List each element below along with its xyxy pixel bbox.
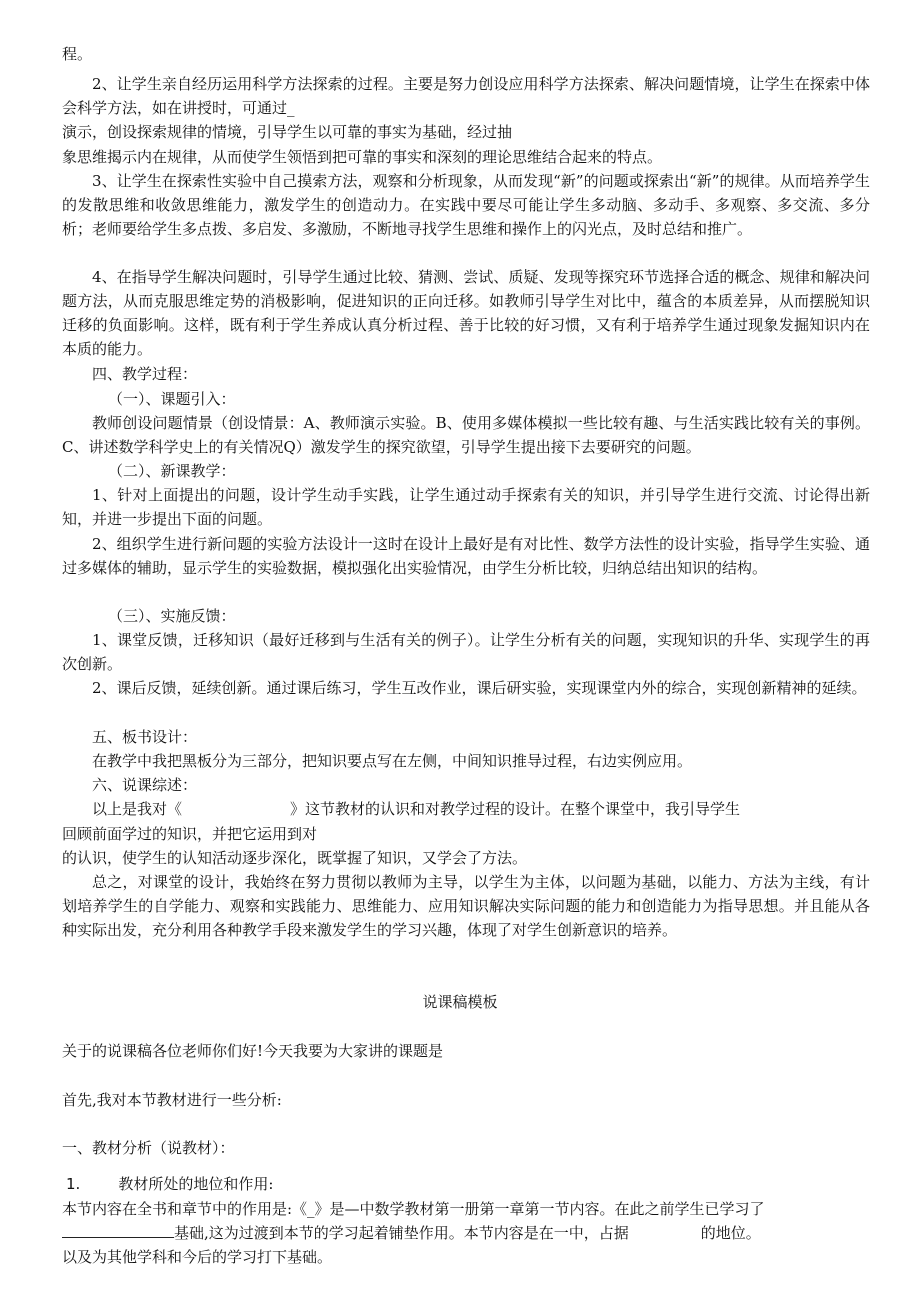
section-5-body: 在教学中我把黑板分为三部分，把知识要点写在左侧，中间知识推导过程，右边实例应用。 — [92, 752, 693, 770]
section-6-line-2: 回顾前面学过的知识，并把它运用到对 — [62, 825, 318, 843]
section-6-line-1-start: 以上是我对《 — [92, 800, 183, 818]
subsection-2-heading: （二）、新课教学： — [108, 462, 236, 480]
subsection-2-item-1: 1、针对上面提出的问题，设计学生动手实践，让学生通过动手探索有关的知识，并引导学生进行交流、讨论得出新知，并进一步提出下面的问题。 — [62, 486, 870, 528]
first-analysis-line: 首先,我对本节教材进行一些分析: — [62, 1091, 282, 1109]
paragraph-4: 4、在指导学生解决问题时，引导学生通过比较、猜测、尝试、质疑、发现等探究环节选择合适的概念、规律和解决问题方法，从而克服思维定势的消极影响，促进知识的正向迁移。如教师引导学生对比中，蕴含的本质差异，从而摆脱知识迁移的负面影响。这样，既有利于学生养成认真分析过程、善于比较的好习惯，又有利于培养学生通过现象发掘知识内在本质的能力。 — [62, 268, 870, 358]
conclusion-paragraph: 总之，对课堂的设计，我始终在努力贯彻以教师为主导，以学生为主体，以问题为基础，以能力、方法为主线，有计划培养学生的自学能力、观察和实践能力、思维能力、应用知识解决实际问题的能力和创造能力为指导思想。并且能从各种实际出发，充分利用各种教学手段来激发学生的学习兴趣，体现了对学生创新意识的培养。 — [62, 873, 870, 939]
paragraph-2-line2: 演示，创设探索规律的情境，引导学生以可靠的事实为基础，经过抽 — [62, 123, 513, 141]
subsection-1-body: 教师创设问题情景（创设情景：A、教师演示实验。B、使用多媒体模拟一些比较有趣、与生活实践比较有关的事例。C、讲述数学科学史上的有关情况Q）激发学生的探究欲望，引导学生提出接下去要研究的问题。 — [62, 414, 870, 456]
item-1-label: 教材所处的地位和作用: — [118, 1175, 274, 1193]
subsection-1-heading: （一）、课题引入： — [108, 390, 236, 408]
paragraph-2-line1: 2、让学生亲自经历运用科学方法探索的过程。主要是努力创设应用科学方法探索、解决问题情境，让学生在探索中体会科学方法，如在讲授时，可通过_ — [62, 75, 870, 117]
section-6-line-3: 的认识，使学生的认知活动逐步深化，既掌握了知识，又学会了方法。 — [62, 849, 528, 867]
section-6-line-1 — [92, 797, 740, 821]
paragraph-2-line3: 象思维揭示内在规律，从而使学生领悟到把可靠的事实和深刻的理论思维结合起来的特点。 — [62, 148, 663, 166]
subsection-3-heading: （三）、实施反馈： — [108, 607, 236, 625]
item-1-body-line-1: 本节内容在全书和章节中的作用是:《_》是—中数学教材第一册第一章第一节内容。在此之前学生已学习了 — [62, 1200, 765, 1218]
item-1-body-line-2 — [62, 1221, 761, 1245]
item-1-body-line-2-b: 的地位。 — [700, 1224, 761, 1242]
analysis-heading: 一、教材分析（说教材）： — [62, 1139, 235, 1157]
subsection-2-item-2: 2、组织学生进行新问题的实验方法设计一这时在设计上最好是有对比性、数学方法性的设计实验，指导学生实验、通过多媒体的辅助，显示学生的实验数据，模拟强化出实验情况，由学生分析比较，归纳总结出知识的结构。 — [62, 535, 870, 577]
section-4-heading: 四、教学过程： — [92, 365, 198, 383]
template-title: 说课稿模板 — [422, 993, 498, 1011]
item-1-body-line-2-a: 基础,这为过渡到本节的学习起着铺垫作用。本节内容是在一中，占据 — [174, 1224, 629, 1242]
fill-in-blank — [62, 1221, 174, 1238]
top-fragment: 程。 — [62, 45, 93, 63]
subsection-3-item-2: 2、课后反馈，延续创新。通过课后练习，学生互改作业，课后研实验，实现课堂内外的综合，实现创新精神的延续。 — [92, 679, 867, 697]
section-6-heading: 六、说课综述： — [92, 776, 198, 794]
section-6-line-1-end: 》这节教材的认识和对教学过程的设计。在整个课堂中，我引导学生 — [290, 800, 741, 818]
item-1-number: 1. — [66, 1175, 81, 1193]
item-1-body-line-3: 以及为其他学科和今后的学习打下基础。 — [62, 1248, 333, 1266]
greeting-line: 关于的说课稿各位老师你们好!今天我要为大家讲的课题是 — [62, 1042, 444, 1060]
item-1-heading — [66, 1172, 273, 1196]
section-5-heading: 五、板书设计： — [92, 728, 198, 746]
subsection-3-item-1: 1、课堂反馈，迁移知识（最好迁移到与生活有关的例子）。让学生分析有关的问题，实现知识的升华、实现学生的再次创新。 — [62, 631, 870, 673]
paragraph-3: 3、让学生在探索性实验中自己摸索方法，观察和分析现象，从而发现“新”的问题或探索出“新”的规律。从而培养学生的发散思维和收敛思维能力，激发学生的创造动力。在实践中要尽可能让学生多动脑、多动手、多观察、多交流、多分析；老师要给学生多点拨、多启发、多激励，不断地寻找学生思维和操作上的闪光点，及时总结和推广。 — [62, 172, 870, 238]
